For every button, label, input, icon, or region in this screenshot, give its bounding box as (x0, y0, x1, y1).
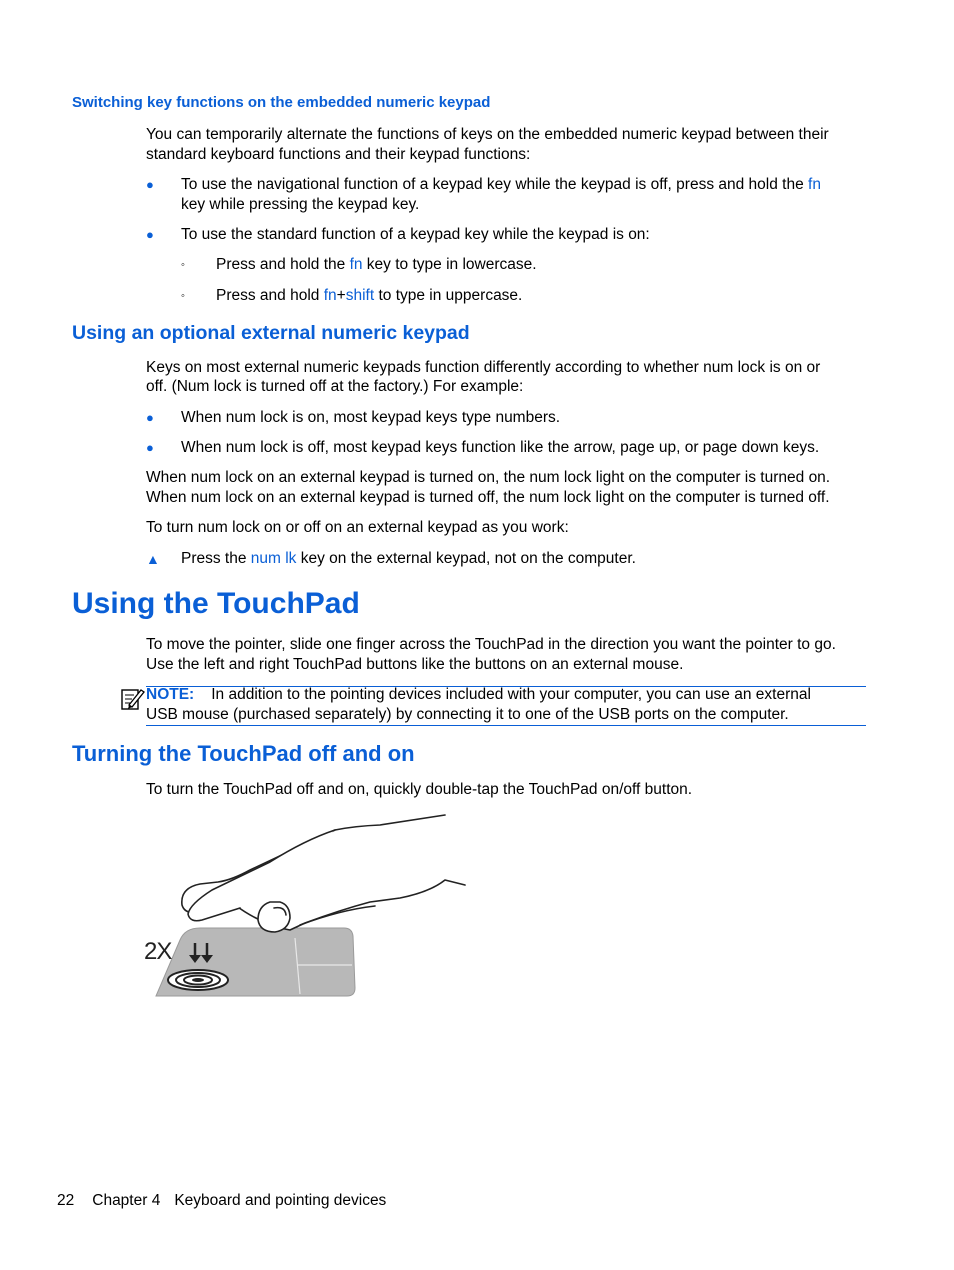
footer (57, 1192, 386, 1210)
sub-text: to type in uppercase. (374, 287, 523, 304)
heading-using-touchpad: Using the TouchPad (72, 587, 360, 620)
key-fn: fn (808, 176, 821, 193)
paragraph-numlock-1: When num lock on an external keypad is turned on, the num lock light on the computer is turned on. (146, 469, 831, 486)
bullet-icon: ● (146, 410, 154, 425)
paragraph-numlock-2: When num lock on an external keypad is turned off, the num lock light on the computer is turned off. (146, 489, 830, 506)
key-fn: fn (323, 287, 337, 304)
bullet-text: To use the navigational function of a keypad key while the keypad is off, press and hold the (181, 176, 809, 193)
list-item (181, 175, 821, 195)
double-tap-label: 2X (144, 938, 172, 965)
paragraph-touchpad-2: Use the left and right TouchPad buttons like the buttons on an external mouse. (146, 656, 684, 673)
plus-sign: + (336, 287, 346, 304)
step-text: Press the (181, 550, 251, 567)
sub-list-item (216, 286, 522, 306)
paragraph-touchpad-1: To move the pointer, slide one finger across the TouchPad in the direction you want the pointer to go. (146, 636, 836, 653)
heading-external-keypad: Using an optional external numeric keypad (72, 322, 470, 344)
note-line-2: USB mouse (purchased separately) by connecting it to one of the USB ports on the computer. (146, 706, 789, 723)
bullet-icon: ● (146, 440, 154, 455)
paragraph-keypad-intro-1: You can temporarily alternate the functions of keys on the embedded numeric keypad between their (146, 126, 829, 143)
paragraph-external-intro-2: off. (Num lock is turned off at the factory.) For example: (146, 378, 524, 395)
sub-bullet-icon: ◦ (181, 259, 185, 271)
key-num-lk: num lk (250, 550, 297, 567)
note-label: NOTE: (146, 686, 195, 703)
sub-list-item (216, 255, 537, 275)
list-item: To use the standard function of a keypad key while the keypad is on: (181, 226, 650, 243)
note-line-1 (146, 685, 811, 705)
note-text: In addition to the pointing devices included with your computer, you can use an external (211, 686, 811, 703)
sub-text: Press and hold (216, 287, 324, 304)
step-item (181, 549, 636, 569)
note-bottom-rule (146, 725, 866, 726)
list-item-continued: key while pressing the keypad key. (181, 196, 420, 213)
paragraph-external-intro-1: Keys on most external numeric keypads function differently according to whether num lock is on or (146, 359, 821, 376)
bullet-icon: ● (146, 177, 154, 192)
key-shift: shift (345, 287, 375, 304)
sub-text: key to type in lowercase. (362, 256, 537, 273)
step-text: key on the external keypad, not on the computer. (296, 550, 636, 567)
bullet-icon: ● (146, 227, 154, 242)
sub-bullet-icon: ◦ (181, 290, 185, 302)
heading-keypad-switch: Switching key functions on the embedded numeric keypad (72, 94, 491, 111)
paragraph-numlock-3: To turn num lock on or off on an external keypad as you work: (146, 519, 569, 536)
step-triangle-icon: ▲ (146, 551, 160, 567)
footer-chapter-title: Keyboard and pointing devices (174, 1192, 387, 1209)
paragraph-toggle: To turn the TouchPad off and on, quickly double-tap the TouchPad on/off button. (146, 781, 693, 798)
page-number: 22 (57, 1192, 75, 1209)
key-fn: fn (349, 256, 363, 273)
double-tap-illustration (140, 810, 480, 1005)
list-item: When num lock is off, most keypad keys function like the arrow, page up, or page down keys. (181, 439, 820, 456)
paragraph-keypad-intro-2: standard keyboard functions and their keypad functions: (146, 146, 531, 163)
list-item: When num lock is on, most keypad keys type numbers. (181, 409, 561, 426)
sub-text: Press and hold the (216, 256, 350, 273)
heading-touchpad-toggle: Turning the TouchPad off and on (72, 741, 415, 766)
footer-chapter: Chapter 4 (92, 1192, 161, 1209)
note-pencil-icon (119, 686, 145, 712)
